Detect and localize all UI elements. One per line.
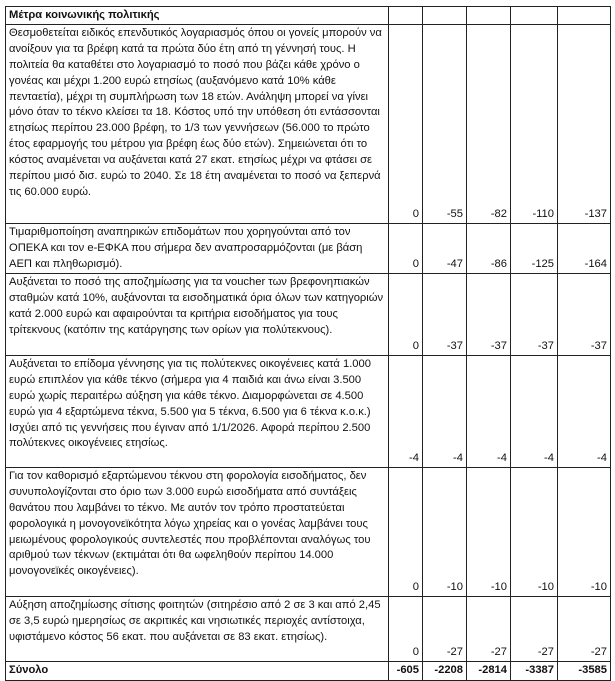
table-row — [6, 467, 611, 596]
measure-value: -4 — [511, 355, 558, 467]
table-row — [6, 596, 611, 661]
measure-description: Τιμαριθμοποίηση αναπηρικών επιδομάτων που χορηγούνται από τον ΟΠΕΚΑ και τον e-ΕΦΚΑ που σήμερα δεν αναπροσαρμόζονται (με βάση ΑΕΠ και πληθωρισμό). — [6, 223, 389, 273]
measure-value: -47 — [423, 223, 467, 273]
measure-value: -10 — [558, 467, 611, 596]
total-value: -605 — [389, 661, 423, 680]
measure-value: -37 — [558, 273, 611, 355]
measure-value: 0 — [389, 596, 423, 661]
total-row — [6, 661, 611, 680]
total-value: -3387 — [511, 661, 558, 680]
total-label: Σύνολο — [6, 661, 389, 680]
header-empty-cell — [423, 7, 467, 25]
measure-value: -27 — [558, 596, 611, 661]
measure-value: -110 — [511, 24, 558, 223]
table-title: Μέτρα κοινωνικής πολιτικής — [6, 7, 389, 25]
measure-value: -4 — [423, 355, 467, 467]
measure-value: -27 — [511, 596, 558, 661]
table-row — [6, 223, 611, 273]
measure-description: Θεσμοθετείται ειδικός επενδυτικός λογαριασμός όπου οι γονείς μπορούν να ανοίξουν για τα βρέφη κατά τα πρώτα δύο έτη από τη γέννησή τους. Η πολιτεία θα καταθέτει στο λογαριασμό το ποσό που βάζει κάθε χρόνο ο γονέας και μέχρι 1.200 ευρώ ετησίως (αυξανόμενο κατά 10% κάθε πενταετία), μέχρι τη συμπλήρωση των 18 ετών. Ανάληψη μπορεί να γίνει μόνο όταν το τέκνο κλείσει τα 18. Κόστος υπό την υπόθεση ότι εντάσσονται ετησίως περίπου 23.000 βρέφη, το 1/3 των γεννήσεων (56.000 το πρώτο έτος εφαρμογής του μέτρου για βρέφη έως δύο ετών). Σημειώνεται ότι το κόστος αναμένεται να αυξάνεται κατά 27 εκατ. ετησίως μέχρι να φτάσει σε περίπου μισό δισ. ευρώ το 2040. Σε 18 έτη αναμένεται το ποσό να ξεπερνά τις 60.000 ευρώ. — [6, 24, 389, 223]
measure-value: 0 — [389, 467, 423, 596]
header-empty-cell — [558, 7, 611, 25]
measure-value: -37 — [467, 273, 511, 355]
measure-value: -82 — [467, 24, 511, 223]
measure-value: -37 — [511, 273, 558, 355]
measure-value: -4 — [467, 355, 511, 467]
table-row — [6, 355, 611, 467]
table-row — [6, 24, 611, 223]
measure-value: 0 — [389, 223, 423, 273]
measure-value: -10 — [467, 467, 511, 596]
header-empty-cell — [467, 7, 511, 25]
measure-value: 0 — [389, 24, 423, 223]
total-value: -3585 — [558, 661, 611, 680]
header-empty-cell — [389, 7, 423, 25]
measure-description: Για τον καθορισμό εξαρτώμενου τέκνου στη φορολογία εισοδήματος, δεν συνυπολογίζονται στο όριο των 3.000 ευρώ εισοδήματα από συντάξεις θανάτου που λαμβάνει το τέκνο. Με αυτόν τον τρόπο προστατεύεται φορολογικά η μονογονεϊκότητα λόγω χηρείας και ο γονέας λαμβάνει τους μειωμένους φορολογικούς συντελεστές που προβλέπονται αναλόγως του αριθμού των τέκνων (εκτιμάται ότι θα ωφεληθούν περίπου 14.000 μονογονεϊκές οικογένειες). — [6, 467, 389, 596]
measure-value: -10 — [511, 467, 558, 596]
header-empty-cell — [511, 7, 558, 25]
measure-value: -10 — [423, 467, 467, 596]
measure-value: -125 — [511, 223, 558, 273]
measure-description: Αύξηση αποζημίωσης σίτισης φοιτητών (σιτηρέσιο από 2 σε 3 και από 2,45 σε 3,5 ευρώ ημερησίως σε ακριτικές και νησιωτικές περιοχές αντίστοιχα, υφιστάμενο κόστος 56 εκατ. που αυξάνεται σε 83 εκατ. ετησίως). — [6, 596, 389, 661]
measure-value: -27 — [423, 596, 467, 661]
measure-value: -37 — [423, 273, 467, 355]
social-policy-measures-table — [5, 6, 611, 681]
total-value: -2208 — [423, 661, 467, 680]
measure-value: 0 — [389, 273, 423, 355]
measure-value: -137 — [558, 24, 611, 223]
table-header-row — [6, 7, 611, 25]
measure-value: -55 — [423, 24, 467, 223]
table-row — [6, 273, 611, 355]
measure-value: -4 — [558, 355, 611, 467]
measure-value: -86 — [467, 223, 511, 273]
total-value: -2814 — [467, 661, 511, 680]
measure-description: Αυξάνεται το επίδομα γέννησης για τις πολύτεκνες οικογένειες κατά 1.000 ευρώ επιπλέον για κάθε τέκνο (σήμερα για 4 παιδιά και άνω είναι 3.500 ευρώ χωρίς περαιτέρω αύξηση για κάθε τέκνο. Διαμορφώνεται σε 4.500 ευρώ για 4 εξαρτώμενα τέκνα, 5.500 για 5 τέκνα, 6.500 για 6 τέκνα κ.ο.κ.) Ισχύει από τις γεννήσεις που έγιναν από 1/1/2026. Αφορά περίπου 2.500 πολύτεκνες οικογένειες ετησίως. — [6, 355, 389, 467]
measure-value: -27 — [467, 596, 511, 661]
measure-description: Αυξάνεται το ποσό της αποζημίωσης για τα voucher των βρεφονηπιακών σταθμών κατά 10%, αυξάνονται τα εισοδηματικά όρια όλων των κατηγοριών κατά 2.000 ευρώ και αφαιρούνται τα κριτήρια εισοδήματος για τους τρίτεκνους (κατόπιν της κατάργησης των ορίων για πολύτεκνους). — [6, 273, 389, 355]
measure-value: -164 — [558, 223, 611, 273]
measure-value: -4 — [389, 355, 423, 467]
